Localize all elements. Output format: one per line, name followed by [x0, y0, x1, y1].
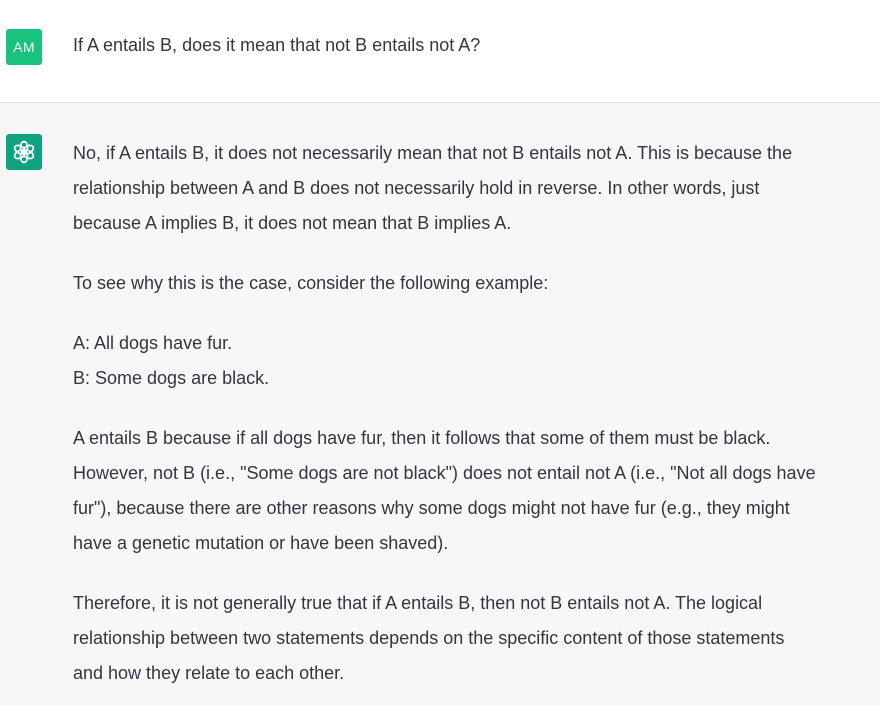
- openai-logo-icon: [11, 139, 37, 165]
- answer-line: and how they relate to each other.: [73, 663, 345, 683]
- answer-line: relationship between A and B does not necessarily hold in reverse. In other words, just: [73, 178, 760, 198]
- user-message-row: [0, 0, 880, 103]
- answer-line: relationship between two statements depends on the specific content of those statements: [73, 628, 785, 648]
- answer-paragraph: [73, 586, 880, 691]
- assistant-message-text: [73, 136, 880, 705]
- answer-line: To see why this is the case, consider the following example:: [73, 273, 549, 293]
- answer-line: because A implies B, it does not mean that B implies A.: [73, 213, 512, 233]
- assistant-avatar: [6, 134, 42, 170]
- answer-line: B: Some dogs are black.: [73, 368, 270, 388]
- answer-line: A entails B because if all dogs have fur, then it follows that some of them must be black.: [73, 428, 771, 448]
- answer-paragraph: [73, 421, 880, 561]
- answer-line: No, if A entails B, it does not necessarily mean that not B entails not A. This is because the: [73, 143, 793, 163]
- answer-line: However, not B (i.e., "Some dogs are not black") does not entail not A (i.e., "Not all dogs have: [73, 463, 816, 483]
- user-avatar: [6, 29, 42, 65]
- answer-paragraph: [73, 266, 880, 301]
- answer-line: fur"), because there are other reasons why some dogs might not have fur (e.g., they might: [73, 498, 790, 518]
- answer-paragraph: [73, 326, 880, 396]
- user-avatar-initials: AM: [13, 39, 35, 55]
- answer-line: have a genetic mutation or have been shaved).: [73, 533, 449, 553]
- answer-line: Therefore, it is not generally true that if A entails B, then not B entails not A. The logical: [73, 593, 763, 613]
- user-message-text: If A entails B, does it mean that not B entails not A?: [73, 35, 481, 55]
- assistant-message-row: [0, 103, 880, 705]
- answer-line: A: All dogs have fur.: [73, 333, 233, 353]
- answer-paragraph: [73, 136, 880, 241]
